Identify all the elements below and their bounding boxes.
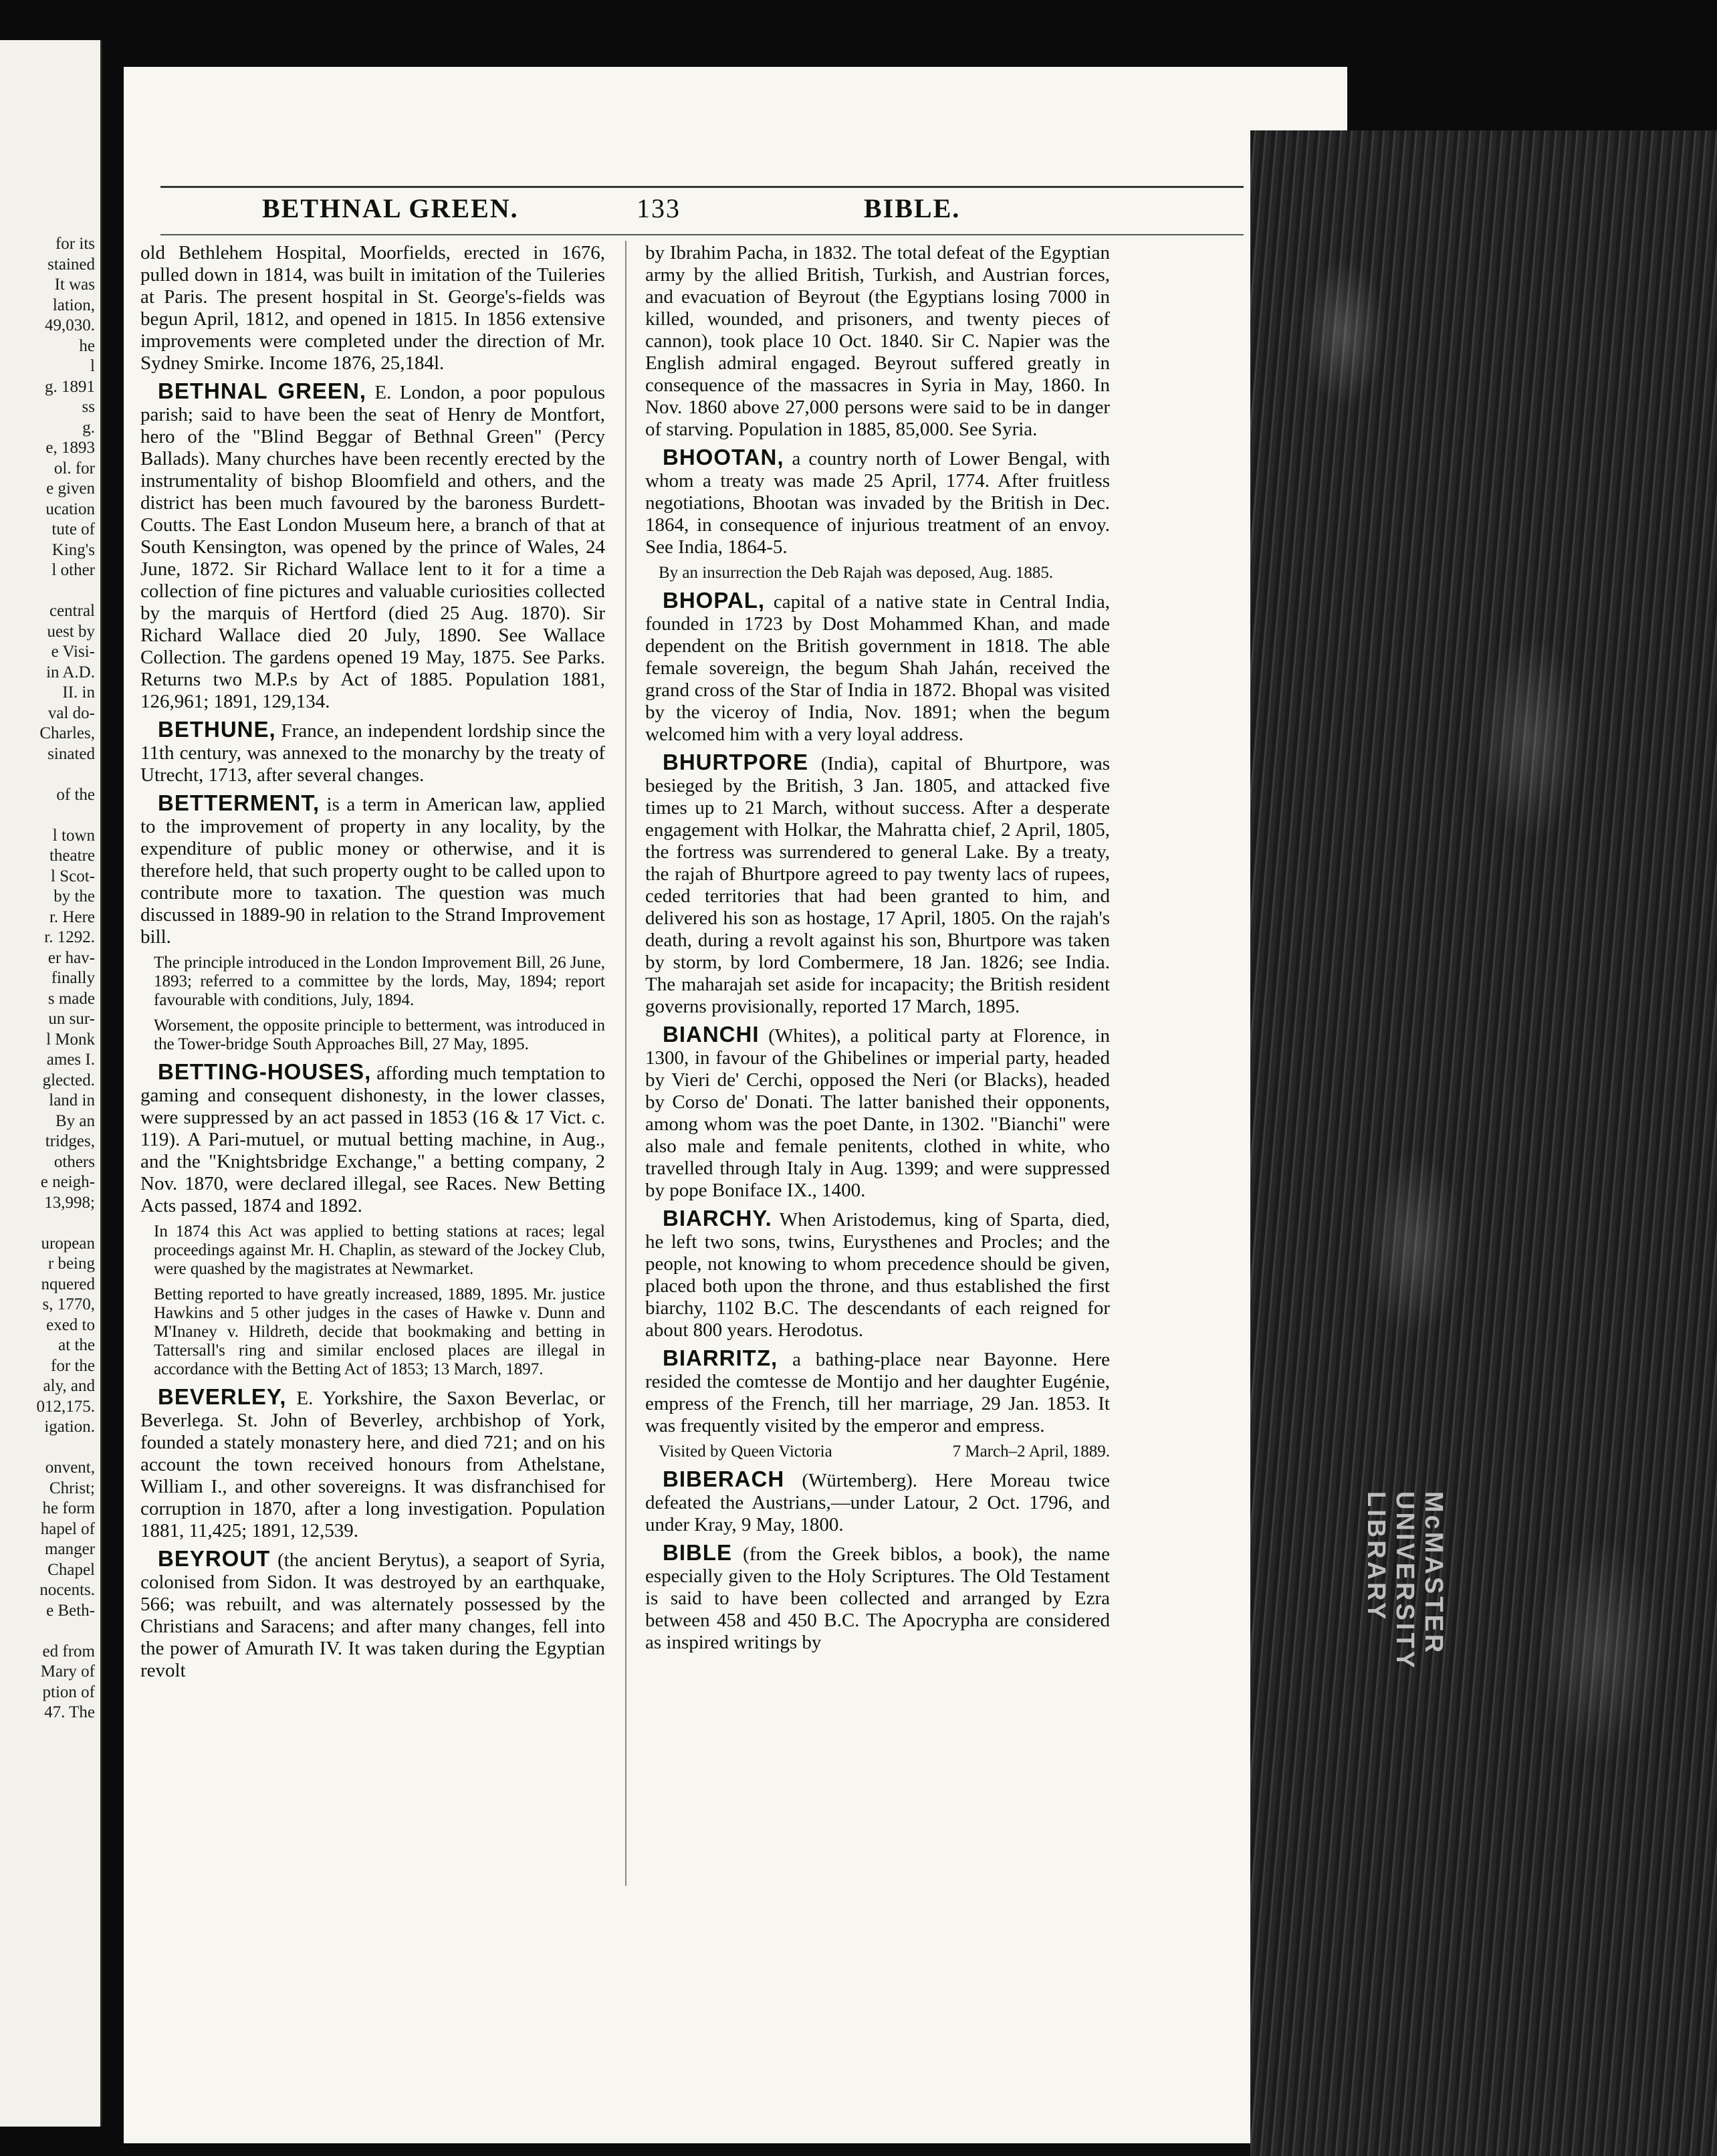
previous-page-line: r. Here (49, 907, 95, 926)
previous-page-line: l (90, 357, 95, 375)
note-text: Betting reported to have greatly increased, 1889, 1895. Mr. justice Hawkins and 5 other judges in the cases of Hawke v. Dunn and M'Inaney v. Hildreth, decide that bookmaking and betting in Tattersall's ring and similar enclosed places are illegal in accordance with the Betting Act of 1853; 13 March, 1897. (154, 1285, 605, 1378)
entry-headword: BETTING-HOUSES, (158, 1059, 372, 1084)
dictionary-entry (645, 589, 1110, 746)
entry-headword: BETHUNE, (158, 717, 276, 742)
previous-page-line: e Visi- (51, 643, 95, 661)
previous-page-line: stained (47, 255, 95, 274)
previous-page-line: onvent, (45, 1459, 95, 1477)
previous-page-line (0, 1438, 95, 1459)
entry-headword: BHURTPORE (663, 750, 809, 774)
previous-page-line: ol. for (53, 459, 95, 477)
previous-page-line: er hav- (47, 948, 95, 967)
entry-headword: BEYROUT (158, 1546, 271, 1571)
dictionary-entry (140, 1386, 605, 1542)
previous-page-edge (0, 40, 102, 2127)
previous-page-line: in A.D. (46, 663, 95, 681)
entry-headword: BEVERLEY, (158, 1384, 287, 1409)
previous-page-line: 13,998; (44, 1193, 95, 1212)
previous-page-line: 49,030. (45, 316, 95, 334)
page-number: 133 (637, 193, 681, 223)
previous-page-line: l town (52, 826, 95, 845)
previous-page-line: exed to (46, 1315, 95, 1334)
previous-page-line: r. 1292. (44, 928, 95, 946)
note-text: By an insurrection the Deb Rajah was deposed, Aug. 1885. (659, 564, 1054, 582)
dictionary-entry (140, 1061, 605, 1217)
previous-page-line: uropean (41, 1234, 95, 1253)
entry-headword: BHOOTAN, (663, 445, 784, 469)
dictionary-entry (645, 1207, 1110, 1341)
previous-page-line: e given (46, 479, 95, 498)
previous-page-text (0, 234, 100, 1723)
dictionary-entry (140, 718, 605, 786)
entry-note (140, 954, 605, 1010)
dictionary-entry (645, 1023, 1110, 1202)
previous-page-line: of the (56, 785, 95, 804)
previous-page-line: e neigh- (40, 1173, 95, 1191)
previous-page-line: l Scot- (51, 867, 95, 885)
previous-page-line: aly, and (43, 1377, 95, 1395)
previous-page-line: Charles, (39, 724, 95, 742)
previous-page-line: sinated (47, 744, 95, 763)
marbled-page-edges (1250, 130, 1717, 2156)
entry-text: a country north of Lower Bengal, with whom a treaty was made 25 April, 1774. After fruitless negotiations, Bhootan was invaded by the British in Dec. 1864, in consequence of injurious treatment of an envoy. See India, 1864-5. (645, 448, 1110, 558)
previous-page-line: theatre (49, 847, 95, 865)
dictionary-entry (645, 242, 1110, 441)
entry-headword: BHOPAL, (663, 588, 766, 613)
right-column (645, 242, 1110, 1887)
entry-text: (the ancient Berytus), a seaport of Syria, colonised from Sidon. It was destroyed by an earthquake, 566; was rebuilt, and was alternately possessed by the Christians and Saracens; and after many changes, fell into the power of Amurath IV. It was taken during the Egyptian revolt (140, 1549, 605, 1681)
previous-page-line: tridges, (45, 1132, 95, 1150)
entry-text: When Aristodemus, king of Sparta, died, he left two sons, twins, Eurysthenes and Procles; and the people, not knowing to whom precedence should be given, placed both upon the throne, and thus established the first biarchy, 1102 B.C. The descendants of each reigned for about 800 years. Herodotus. (645, 1209, 1110, 1341)
entry-note (140, 1285, 605, 1379)
previous-page-line: Christ; (49, 1479, 95, 1497)
previous-page-line: l Monk (46, 1030, 95, 1049)
entry-text: (India), capital of Bhurtpore, was besieged by the British, 3 Jan. 1805, and attacked five times up to 21 March, without success. After a desperate engagement with Holkar, the Mahratta chief, 2 April, 1805, the fortress was surrendered to general Lake. By a treaty, the rajah of Bhurtpore agreed to pay twenty lacs of rupees, ceded territories that had been granted to him, and delivered his son as hostage, 17 April, 1805. On the rajah's death, during a revolt against his son, Bhurtpore was taken by storm, by lord Combermere, 18 Jan. 1826; see India. The maharajah set aside for incapacity; the British resident governs provisionally, reported 17 March, 1895. (645, 753, 1110, 1017)
dictionary-entry (645, 1347, 1110, 1437)
column-divider (625, 241, 626, 1886)
previous-page-line: s made (47, 989, 95, 1008)
entry-text: (Whites), a political party at Florence, in 1300, in favour of the Ghibelines or imperial party, headed by Vieri de' Cerchi, opposed the Neri (or Blacks), headed by Corso de' Donati. The latter banished their opponents, among whom was the poet Dante, in 1302. "Bianchi" were also male and female penitents, clothed in white, who travelled through Italy in Aug. 1399; and were suppressed by pope Boniface IX., 1400. (645, 1025, 1110, 1201)
previous-page-line: e, 1893 (45, 439, 95, 457)
entry-text: capital of a native state in Central India, founded in 1723 by Dost Mohammed Khan, and made dependent on the British government in 1818. The able female sovereign, the begum Shah Jahán, received the grand cross of the Star of India in 1872. Bhopal was visited by the viceroy of India, Nov. 1891; when the begum welcomed him with a very loyal address. (645, 591, 1110, 745)
entry-headword: BIBERACH (663, 1467, 785, 1491)
note-text: Visited by Queen Victoria (659, 1442, 832, 1461)
previous-page-line: Chapel (47, 1560, 95, 1579)
entry-headword: BETHNAL GREEN, (158, 379, 366, 403)
previous-page-line: hapel of (40, 1519, 95, 1538)
left-column (140, 242, 605, 1887)
entry-text: E. London, a poor populous parish; said to have been the seat of Henry de Montfort, hero of the "Blind Beggar of Bethnal Green" (Percy Ballads). Many churches have been recently erected by the instrumentality of bishop Bloomfield and others, and the district has been much favoured by the baroness Burdett-Coutts. The East London Museum here, a branch of that at South Kensington, was opened by the prince of Wales, 24 June, 1872. Sir Richard Wallace lent to it for a time a collection of fine pictures and valuable curiosities collected by the marquis of Hertford (died 25 Aug. 1870). Sir Richard Wallace died 20 July, 1890. See Wallace Collection. The gardens opened 19 May, 1875. See Parks. Returns two M.P.s by Act of 1885. Population 1881, 126,961; 1891, 129,134. (140, 382, 605, 712)
entry-text: (from the Greek biblos, a book), the name especially given to the Holy Scriptures. The Old Testament is said to have been collected and arranged by Ezra between 458 and 450 B.C. The Apocrypha are considered as inspired writings by (645, 1543, 1110, 1653)
previous-page-line: others (53, 1152, 95, 1171)
entry-headword: BETTERMENT, (158, 790, 320, 815)
previous-page-line (0, 805, 95, 826)
header-rule (160, 234, 1244, 235)
previous-page-line: g. (82, 418, 95, 437)
entry-text: is a term in American law, applied to the improvement of property in any locality, by the expenditure of public money or otherwise, and it is therefore held, that such property ought to be called upon to contribute more to taxation. The question was much discussed in 1889-90 in relation to the Strand Improvement bill. (140, 794, 605, 948)
entry-note (645, 1442, 1110, 1461)
dictionary-entry (645, 1541, 1110, 1654)
previous-page-line: uest by (47, 622, 95, 641)
top-rule (160, 186, 1244, 188)
running-head-left: BETHNAL GREEN. (262, 193, 519, 223)
previous-page-line: central (49, 602, 95, 620)
library-stamp: McMASTER UNIVERSITY LIBRARY (1362, 1491, 1448, 1670)
previous-page-line: It was (54, 276, 95, 294)
previous-page-line: manger (45, 1540, 95, 1558)
previous-page-line (0, 1621, 95, 1642)
running-head-right: BIBLE. (864, 193, 961, 223)
previous-page-line (0, 764, 95, 785)
entry-text: by Ibrahim Pacha, in 1832. The total defeat of the Egyptian army by the allied British, Turkish, and Austrian forces, and evacuation of Beyrout (the Egyptians losing 7000 in killed, wounded, and prisoners, and twenty pieces of cannon), took place 10 Oct. 1840. Sir C. Napier was the English admiral engaged. Beyrout suffered greatly in consequence of the massacres in Syria in May, 1860. In Nov. 1860 above 27,000 persons were said to be in danger of starving. Population in 1885, 85,000. See Syria. (645, 242, 1110, 440)
entry-headword: BIANCHI (663, 1022, 760, 1047)
entry-text: E. Yorkshire, the Saxon Beverlac, or Beverlega. St. John of Beverley, archbishop of York, founded a stately monastery here, and died 721; and on his account the town received honours from Athelstane, William I., and other sovereigns. It was disfranchised for corruption in 1870, after a long investigation. Population 1881, 11,425; 1891, 12,539. (140, 1388, 605, 1541)
previous-page-line: g. 1891 (45, 377, 95, 396)
entry-text: a bathing-place near Bayonne. Here resided the comtesse de Montijo and her daughter Eugénie, empress of the French, till her marriage, 29 Jan. 1853. It was frequently visited by the emperor and empress. (645, 1349, 1110, 1436)
previous-page-line: he (79, 336, 95, 355)
note-text: Worsement, the opposite principle to betterment, was introduced in the Tower-bridge South Approaches Bill, 27 May, 1895. (154, 1016, 605, 1053)
previous-page-line: for its (55, 235, 95, 253)
previous-page-line: Mary of (40, 1662, 95, 1681)
entry-headword: BIARRITZ, (663, 1345, 778, 1370)
previous-page-line: 47. The (44, 1703, 95, 1721)
previous-page-line: glected. (42, 1071, 95, 1089)
previous-page-line: he form (42, 1499, 95, 1517)
previous-page-line: tute of (51, 520, 95, 538)
previous-page-line: val do- (47, 704, 95, 722)
previous-page-line: l other (51, 561, 95, 579)
dictionary-entry (140, 242, 605, 374)
note-date: 7 March–2 April, 1889. (952, 1442, 1110, 1461)
previous-page-line: nquered (41, 1275, 95, 1293)
previous-page-line: r being (47, 1255, 95, 1273)
previous-page-line: e Beth- (46, 1601, 95, 1620)
dictionary-entry (645, 1468, 1110, 1536)
previous-page-line: nocents. (39, 1581, 95, 1599)
note-text: The principle introduced in the London Improvement Bill, 26 June, 1893; referred to a committee by the lords, May, 1894; report favourable with conditions, July, 1894. (154, 954, 605, 1009)
entry-headword: BIARCHY. (663, 1206, 772, 1230)
previous-page-line: by the (53, 887, 95, 905)
previous-page-line: finally (51, 969, 95, 987)
entry-note (140, 1222, 605, 1279)
previous-page-line: ames I. (46, 1051, 95, 1069)
entry-note (140, 1016, 605, 1054)
entry-text: (Würtemberg). Here Moreau twice defeated the Austrians,—under Latour, 2 Oct. 1796, and under Kray, 9 May, 1800. (645, 1470, 1110, 1535)
previous-page-line: s, 1770, (42, 1295, 95, 1313)
previous-page-line: un sur- (48, 1010, 95, 1028)
dictionary-entry (645, 751, 1110, 1018)
previous-page-line: By an (55, 1111, 95, 1130)
dictionary-entry (140, 1547, 605, 1682)
previous-page-line: King's (51, 540, 95, 559)
previous-page-line (0, 581, 95, 602)
dictionary-entry (140, 792, 605, 948)
previous-page-line: igation. (44, 1418, 95, 1436)
entry-text: France, an independent lordship since the 11th century, was annexed to the monarchy by the treaty of Utrecht, 1713, after several changes. (140, 720, 605, 786)
previous-page-line: II. in (62, 683, 95, 702)
previous-page-line: lation, (52, 296, 95, 314)
previous-page-line: at the (58, 1336, 95, 1354)
previous-page-line: land in (49, 1091, 95, 1109)
entry-text: affording much temptation to gaming and consequent dishonesty, in the lower classes, were suppressed by an act passed in 1853 (16 & 17 Vict. c. 119). A Pari-mutuel, or mutual betting machine, in Aug., and the "Knightsbridge Exchange," a betting company, 2 Nov. 1870, were declared illegal, see Races. New Betting Acts passed, 1874 and 1892. (140, 1063, 605, 1216)
entry-note (645, 564, 1110, 582)
previous-page-line (0, 1213, 95, 1234)
previous-page-line: ed from (42, 1642, 95, 1660)
previous-page-line: ss (82, 398, 95, 416)
dictionary-entry (140, 380, 605, 713)
previous-page-line: ucation (45, 500, 95, 518)
note-text: In 1874 this Act was applied to betting stations at races; legal proceedings against Mr. H. Chaplin, as steward of the Jockey Club, were quashed by the magistrates at Newmarket. (154, 1222, 605, 1278)
dictionary-entry (645, 446, 1110, 558)
previous-page-line: for the (51, 1356, 95, 1375)
entry-headword: BIBLE (663, 1540, 732, 1565)
previous-page-line: 012,175. (36, 1397, 95, 1416)
previous-page-line: ption of (42, 1683, 95, 1701)
entry-text: old Bethlehem Hospital, Moorfields, erected in 1676, pulled down in 1814, was built in imitation of the Tuileries at Paris. The present hospital in St. George's-fields was begun April, 1812, and opened in 1815. In 1856 extensive improvements were completed under the direction of Mr. Sydney Smirke. Income 1876, 25,184l. (140, 242, 605, 374)
